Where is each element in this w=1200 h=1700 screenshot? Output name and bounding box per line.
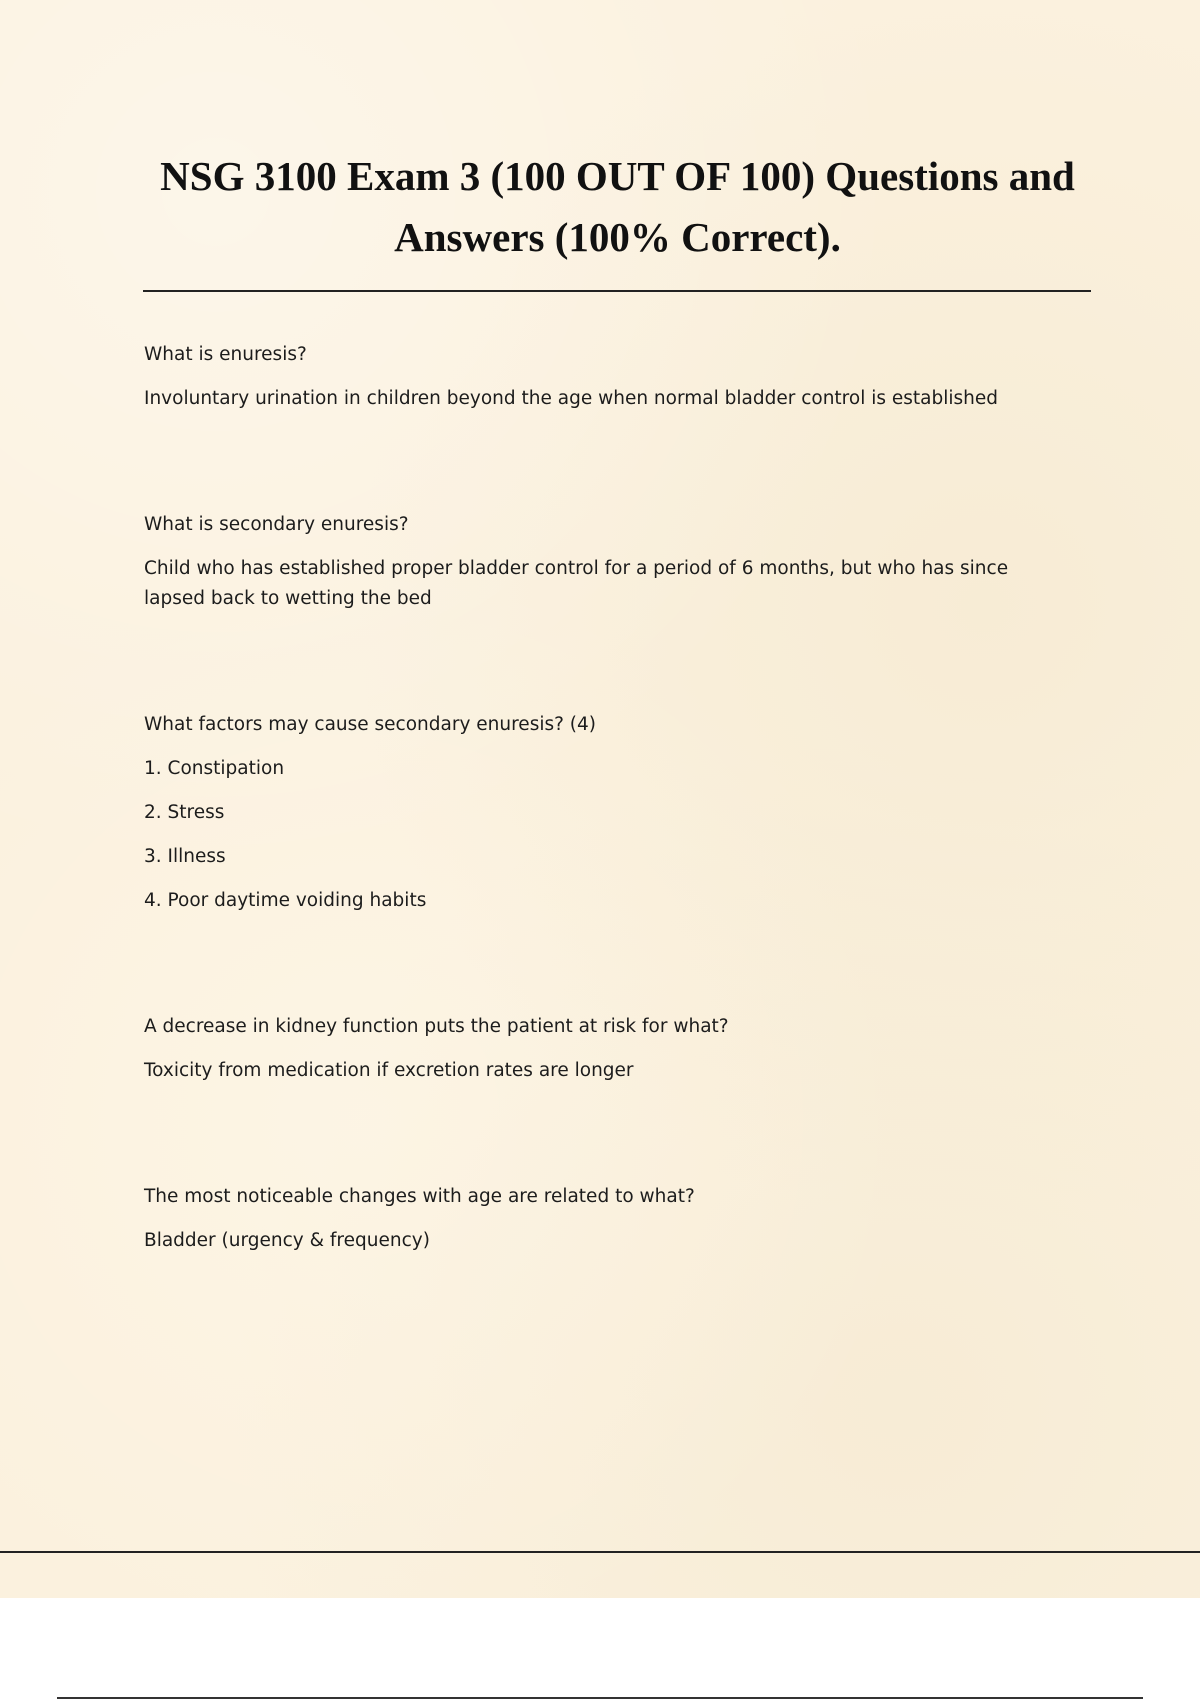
- question-4: A decrease in kidney function puts the patient at risk for what?: [144, 1016, 729, 1037]
- qa-content: [144, 340, 1064, 1256]
- bottom-divider: [57, 1697, 1143, 1699]
- qa-item-4: [144, 1012, 1064, 1086]
- answer-list-item: 1. Constipation: [144, 758, 285, 779]
- qa-item-2: [144, 510, 1064, 614]
- question-2: What is secondary enuresis?: [144, 514, 409, 535]
- question-1: What is enuresis?: [144, 344, 307, 365]
- qa-item-3: [144, 710, 1064, 916]
- answer-list-item: 3. Illness: [144, 846, 226, 867]
- answer-4: Toxicity from medication if excretion rates are longer: [144, 1060, 634, 1081]
- title-divider: [143, 290, 1091, 292]
- answer-1: Involuntary urination in children beyond the age when normal bladder control is established: [144, 388, 998, 409]
- question-3: What factors may cause secondary enuresis? (4): [144, 714, 597, 735]
- answer-2: Child who has established proper bladder control for a period of 6 months, but who has since lapsed back to wetting the bed: [144, 558, 1009, 609]
- answer-list-item: 2. Stress: [144, 802, 225, 823]
- question-5: The most noticeable changes with age are related to what?: [144, 1186, 695, 1207]
- qa-item-5: [144, 1182, 1064, 1256]
- page-footer-divider: [0, 1551, 1200, 1553]
- qa-item-1: [144, 340, 1064, 414]
- answer-5: Bladder (urgency & frequency): [144, 1230, 430, 1251]
- answer-list-item: 4. Poor daytime voiding habits: [144, 890, 427, 911]
- document-title: NSG 3100 Exam 3 (100 OUT OF 100) Questions and Answers (100% Correct).: [160, 153, 1075, 260]
